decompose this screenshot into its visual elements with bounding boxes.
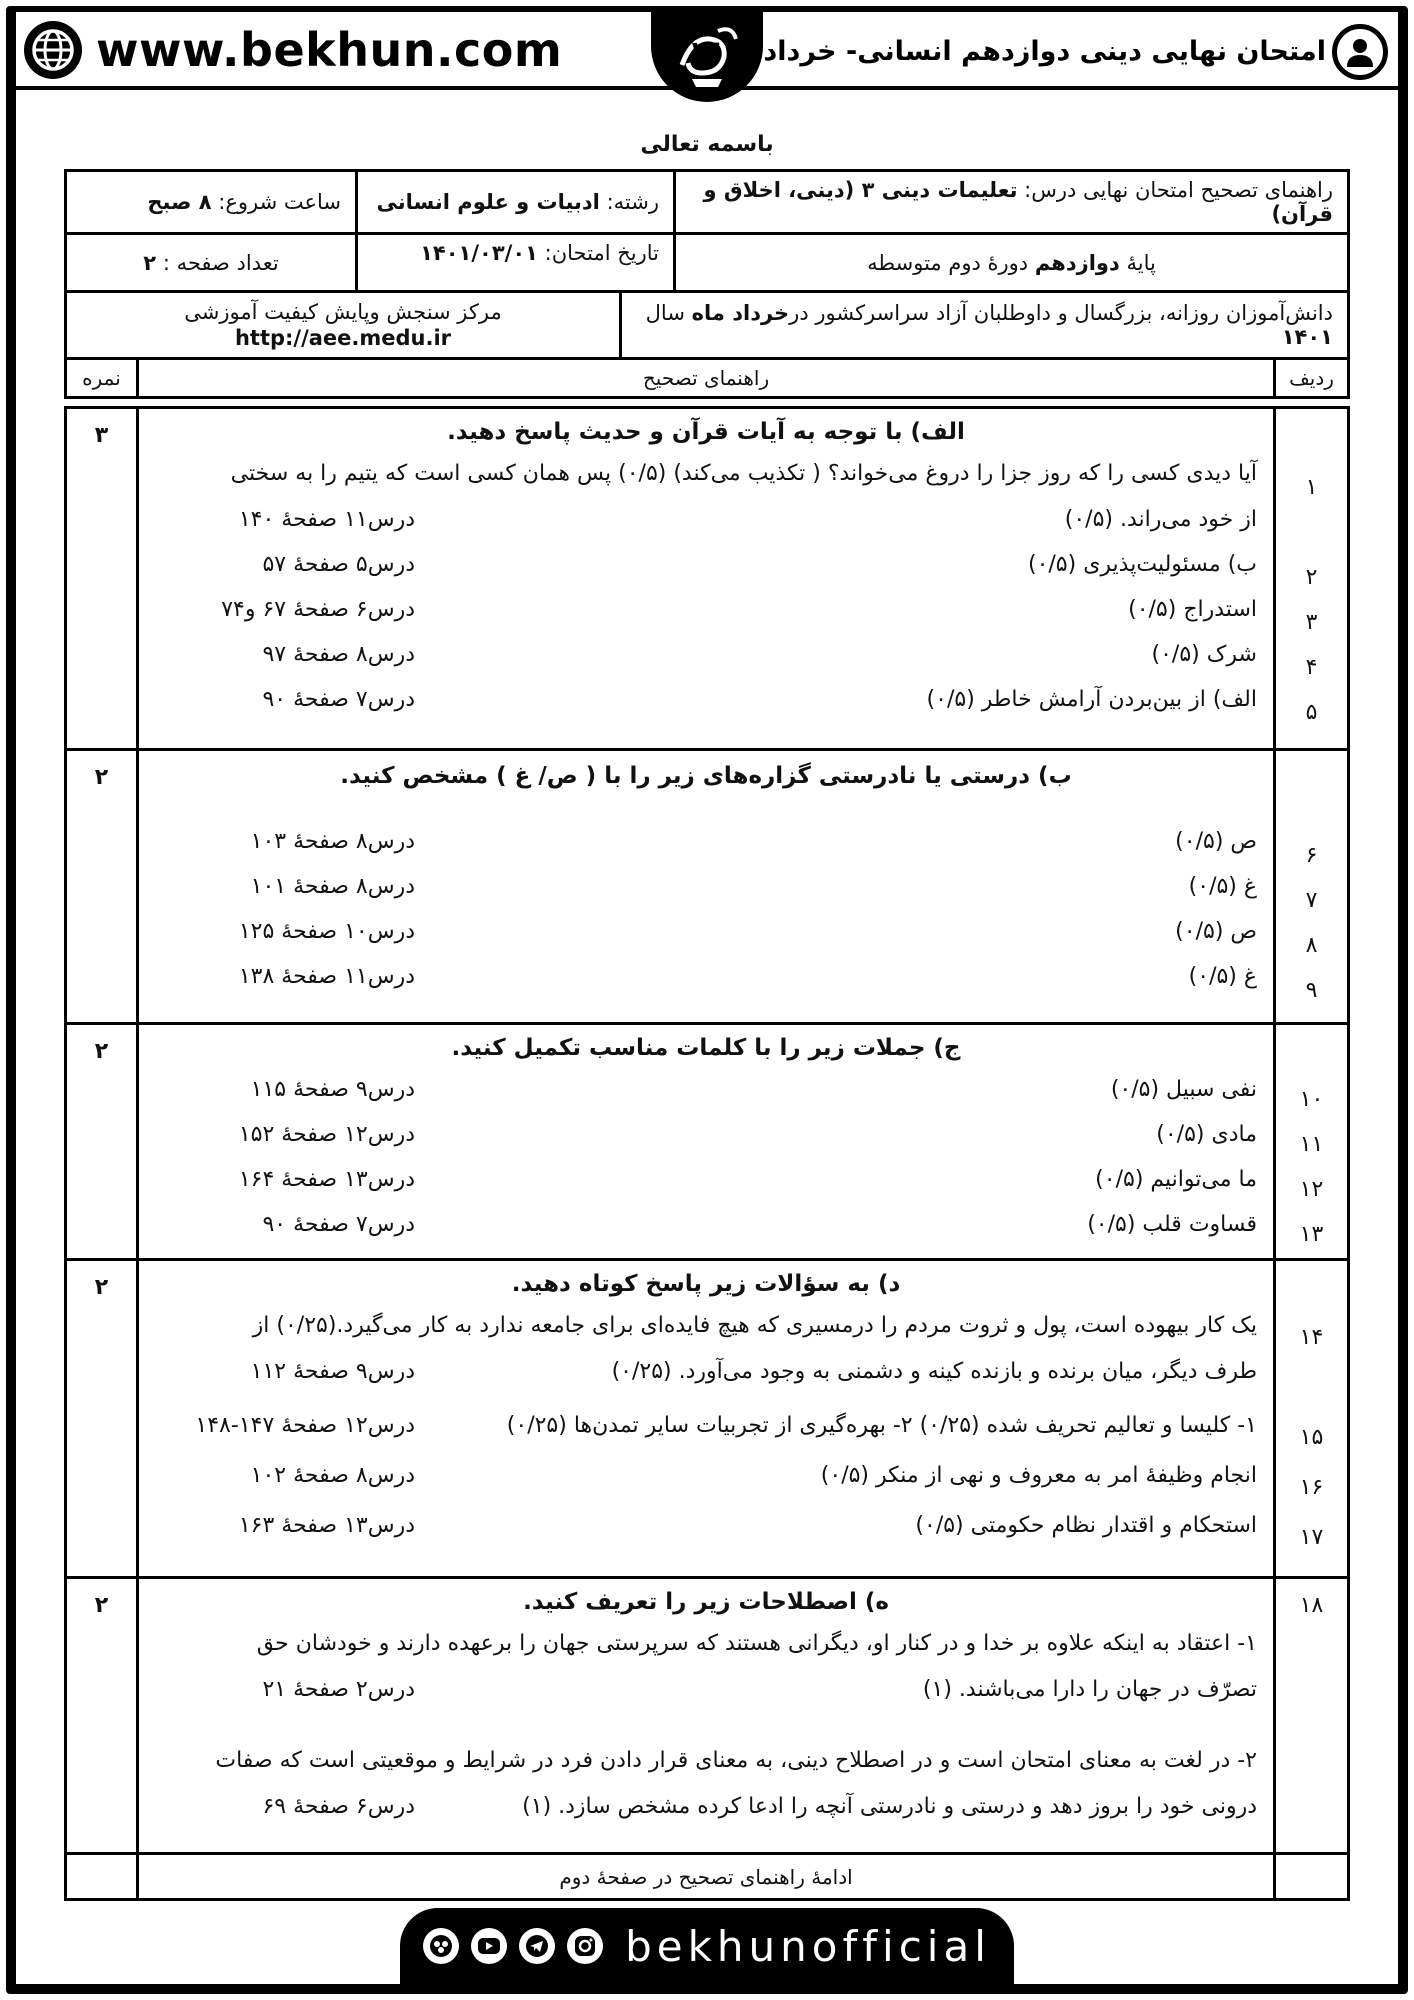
section-b-body [138, 750, 1275, 1024]
site-url[interactable]: www.bekhun.com [96, 23, 563, 77]
continue-row [66, 1854, 1349, 1900]
row-number: ۷ [1305, 888, 1318, 913]
header-score: نمره [66, 359, 138, 398]
course-cell [675, 171, 1349, 234]
lesson-reference: درس۱۳ صفحهٔ ۱۶۳ [238, 1513, 415, 1538]
answer-row [139, 1157, 1273, 1202]
row-number: ۱۷ [1299, 1525, 1324, 1550]
answer-text: ص (۰/۵) [1175, 829, 1257, 854]
lesson-reference: درس۶ صفحهٔ ۶۹ [262, 1794, 415, 1819]
row-number: ۱۳ [1299, 1222, 1324, 1247]
pages-cell [66, 234, 357, 292]
pages-label: تعداد صفحه : [162, 250, 279, 275]
lesson-reference: درس۸ صفحهٔ ۱۰۳ [250, 829, 415, 854]
table-header-row [66, 359, 1349, 398]
exam-title: امتحان نهایی دینی دوازدهم انسانی- خرداد ۱۴۰۱ [688, 35, 1326, 67]
answer-text: استحکام و اقتدار نظام حکومتی (۰/۵) [915, 1513, 1257, 1538]
lesson-reference: درس۹ صفحهٔ ۱۱۲ [250, 1359, 415, 1384]
section-d [66, 1260, 1349, 1578]
youtube-icon[interactable] [471, 1928, 507, 1964]
section-b [66, 750, 1349, 1024]
answer-text: الف) از بین‌بردن آرامش خاطر (۰/۵) [926, 687, 1257, 712]
center-cell [66, 292, 621, 359]
lesson-reference: درس۸ صفحهٔ ۹۷ [262, 642, 415, 667]
header-guide: راهنمای تصحیح [138, 359, 1275, 398]
exam-info-table [64, 169, 1350, 293]
answer-text: استدراج (۰/۵) [1128, 597, 1257, 622]
section-c [66, 1024, 1349, 1260]
row-number: ۹ [1305, 978, 1318, 1003]
answer-text: قساوت قلب (۰/۵) [1087, 1212, 1257, 1237]
field-value: ادبیات و علوم انسانی [376, 190, 600, 214]
row-number: ۱۶ [1299, 1475, 1324, 1500]
center-name: مرکز سنجش وپایش کیفیت آموزشی [184, 300, 502, 324]
start-label: ساعت شروع: [218, 190, 341, 214]
grade-cell [675, 234, 1349, 292]
row-number: ۱۲ [1299, 1177, 1324, 1202]
lesson-reference: درس۹ صفحهٔ ۱۱۵ [250, 1077, 415, 1102]
lesson-reference: درس۱۲ صفحهٔ ۱۵۲ [238, 1122, 415, 1147]
lesson-reference: درس۷ صفحهٔ ۹۰ [262, 687, 415, 712]
date-cell [357, 234, 675, 292]
students-cell [621, 292, 1349, 359]
course-label: راهنمای تصحیح امتحان نهایی درس: [1024, 178, 1333, 202]
lesson-reference: درس۱۲ صفحهٔ ۱۴۷-۱۴۸ [195, 1413, 415, 1438]
row-number: ۱۰ [1299, 1087, 1324, 1112]
center-url[interactable]: http://aee.medu.ir [234, 326, 452, 350]
answer-text: ص (۰/۵) [1175, 919, 1257, 944]
row-number: ۱۴ [1299, 1325, 1324, 1350]
field-cell [357, 171, 675, 234]
section-score: ۲ [66, 750, 138, 1024]
answer-row [139, 1112, 1273, 1157]
answer-text: انجام وظیفهٔ امر به معروف و نهی از منکر (۰/۵) [820, 1463, 1257, 1488]
row-number: ۶ [1305, 843, 1318, 868]
section-b-numbers [1275, 750, 1349, 1024]
row-number: ۱ [1305, 475, 1318, 500]
section-e-body [138, 1578, 1275, 1854]
pages-value: ۲ [143, 250, 157, 275]
globe-icon [24, 21, 82, 79]
section-title: د) به سؤالات زیر پاسخ کوتاه دهید. [511, 1271, 901, 1297]
answer-row [139, 819, 1273, 864]
row-number: ۴ [1305, 655, 1318, 680]
row-number: ۱۸ [1299, 1593, 1324, 1618]
answer-row [139, 1401, 1273, 1451]
answer-row [139, 1667, 1273, 1712]
section-a [66, 408, 1349, 750]
lesson-reference: درس۲ صفحهٔ ۲۱ [262, 1677, 415, 1702]
section-a-numbers [1275, 408, 1349, 750]
answer-row [139, 587, 1273, 632]
user-icon[interactable] [1332, 24, 1388, 80]
section-score: ۲ [66, 1024, 138, 1260]
answer-row [139, 1451, 1273, 1501]
section-c-numbers [1275, 1024, 1349, 1260]
basmala: باسمه تعالی [640, 132, 774, 157]
continue-note: ادامهٔ راهنمای تصحیح در صفحهٔ دوم [138, 1854, 1275, 1900]
section-d-numbers [1275, 1260, 1349, 1578]
social-handle[interactable]: bekhunofficial [625, 1921, 991, 1971]
answer-row [139, 1784, 1273, 1829]
answer-text: نفی سبیل (۰/۵) [1110, 1077, 1257, 1102]
answer-text: غ (۰/۵) [1188, 964, 1257, 989]
students-text: دانش‌آموزان روزانه، بزرگسال و داوطلبان آزاد سراسرکشور در [789, 301, 1333, 325]
section-title: ج) جملات زیر را با کلمات مناسب تکمیل کنید. [451, 1035, 961, 1061]
section-d-body [138, 1260, 1275, 1578]
definition-text: تصرّف در جهان را دارا می‌باشند. (۱) [922, 1677, 1257, 1702]
answer-table [64, 357, 1350, 1901]
date-value: ۱۴۰۱/۰۳/۰۱ [420, 241, 538, 265]
lesson-reference: درس۱۳ صفحهٔ ۱۶۴ [238, 1167, 415, 1192]
lesson-reference: درس۱۱ صفحهٔ ۱۴۰ [238, 507, 415, 532]
month-value: خرداد ماه [691, 301, 790, 325]
lesson-reference: درس۵ صفحهٔ ۵۷ [262, 552, 415, 577]
telegram-icon[interactable] [519, 1928, 555, 1964]
date-label: تاریخ امتحان: [544, 241, 659, 265]
lesson-reference: درس۱۰ صفحهٔ ۱۲۵ [238, 919, 415, 944]
definition-text: ۲- در لغت به معنای امتحان است و در اصطلاح دینی، به معنای قرار دادن فرد در شرایط و موقعیتی است که صفات [215, 1748, 1257, 1773]
lesson-reference: درس۸ صفحهٔ ۱۰۱ [250, 874, 415, 899]
lesson-reference: درس۱۱ صفحهٔ ۱۳۸ [238, 964, 415, 989]
answer-row [139, 542, 1273, 587]
answer-row [139, 677, 1273, 722]
site-header [16, 12, 1398, 90]
section-score: ۲ [66, 1578, 138, 1854]
answer-key-document [64, 132, 1350, 1901]
answer-text: مادی (۰/۵) [1156, 1122, 1257, 1147]
site-link[interactable] [24, 20, 562, 80]
section-title: ه) اصطلاحات زیر را تعریف کنید. [523, 1589, 889, 1615]
answer-text: غ (۰/۵) [1188, 874, 1257, 899]
answer-row [139, 864, 1273, 909]
answer-text: از خود می‌راند. (۰/۵) [1064, 507, 1257, 532]
answer-text: ب) مسئولیت‌پذیری (۰/۵) [1027, 552, 1257, 577]
answer-text: ما می‌توانیم (۰/۵) [1095, 1167, 1257, 1192]
row-number: ۱۱ [1299, 1132, 1324, 1157]
year-value: ۱۴۰۱ [1281, 325, 1333, 349]
row-number: ۲ [1305, 565, 1318, 590]
lesson-reference: درس۶ صفحهٔ ۶۷ و۷۴ [221, 597, 415, 622]
grade-suffix: دورهٔ دوم متوسطه [867, 250, 1029, 275]
section-e-numbers [1275, 1578, 1349, 1854]
definition-text: ۱- اعتقاد به اینکه علاوه بر خدا و در کنار او، دیگرانی هستند که سرپرستی جهان را برعهده دارند و خودشان حق [256, 1631, 1257, 1656]
answer-text: آیا دیدی کسی را که روز جزا را دروغ می‌خواند؟ ( تکذیب می‌کند) (۰/۵) پس همان کسی است که یتیم را به سختی [230, 461, 1257, 486]
section-title: الف) با توجه به آیات قرآن و حدیث پاسخ دهید. [447, 419, 965, 445]
castbox-icon[interactable] [423, 1928, 459, 1964]
exam-scope-table [64, 290, 1350, 360]
answer-text: طرف دیگر، میان برنده و بازنده کینه و دشمنی به وجود می‌آورد. (۰/۲۵) [611, 1359, 1257, 1384]
lesson-reference: درس۸ صفحهٔ ۱۰۲ [250, 1463, 415, 1488]
grade-value: دوازدهم [1034, 250, 1120, 275]
section-c-body [138, 1024, 1275, 1260]
section-score: ۳ [66, 408, 138, 750]
section-a-body [138, 408, 1275, 750]
social-footer [400, 1908, 1014, 1984]
start-time-cell [66, 171, 357, 234]
answer-text: یک کار بیهوده است، پول و ثروت مردم را درمسیری که هیچ فایده‌ای برای جامعه ندارد به کار می‌گیرد.(۰/۲۵) از [252, 1313, 1257, 1338]
course-value: تعلیمات دینی ۳ (دینی، اخلاق و قرآن) [703, 178, 1333, 226]
lesson-reference: درس۷ صفحهٔ ۹۰ [262, 1212, 415, 1237]
answer-row [139, 1202, 1273, 1247]
field-label: رشته: [606, 190, 659, 214]
answer-row [139, 909, 1273, 954]
answer-row [139, 954, 1273, 999]
answer-text: شرک (۰/۵) [1151, 642, 1257, 667]
answer-text: ۱- کلیسا و تعالیم تحریف شده (۰/۲۵) ۲- بهره‌گیری از تجربیات سایر تمدن‌ها (۰/۲۵) [506, 1413, 1257, 1438]
grade-prefix: پایهٔ [1126, 250, 1156, 275]
section-title: ب) درستی یا نادرستی گزاره‌های زیر را با ( ص/ غ ) مشخص کنید. [340, 763, 1072, 789]
start-value: ۸ صبح [147, 190, 212, 214]
year-label: سال [645, 301, 685, 325]
section-e [66, 1578, 1349, 1854]
row-number: ۳ [1305, 610, 1318, 635]
answer-row [139, 1067, 1273, 1112]
answer-row [139, 497, 1273, 542]
section-score: ۲ [66, 1260, 138, 1578]
row-number: ۵ [1305, 700, 1318, 725]
definition-text: درونی خود را بروز دهد و درستی و نادرستی آنچه را ادعا کرده مشخص سازد. (۱) [522, 1794, 1257, 1819]
row-number: ۸ [1305, 933, 1318, 958]
header-radif: ردیف [1275, 359, 1349, 398]
answer-row [139, 1349, 1273, 1401]
row-number: ۱۵ [1299, 1425, 1324, 1450]
answer-row [139, 632, 1273, 677]
answer-row [139, 1501, 1273, 1551]
instagram-icon[interactable] [567, 1928, 603, 1964]
